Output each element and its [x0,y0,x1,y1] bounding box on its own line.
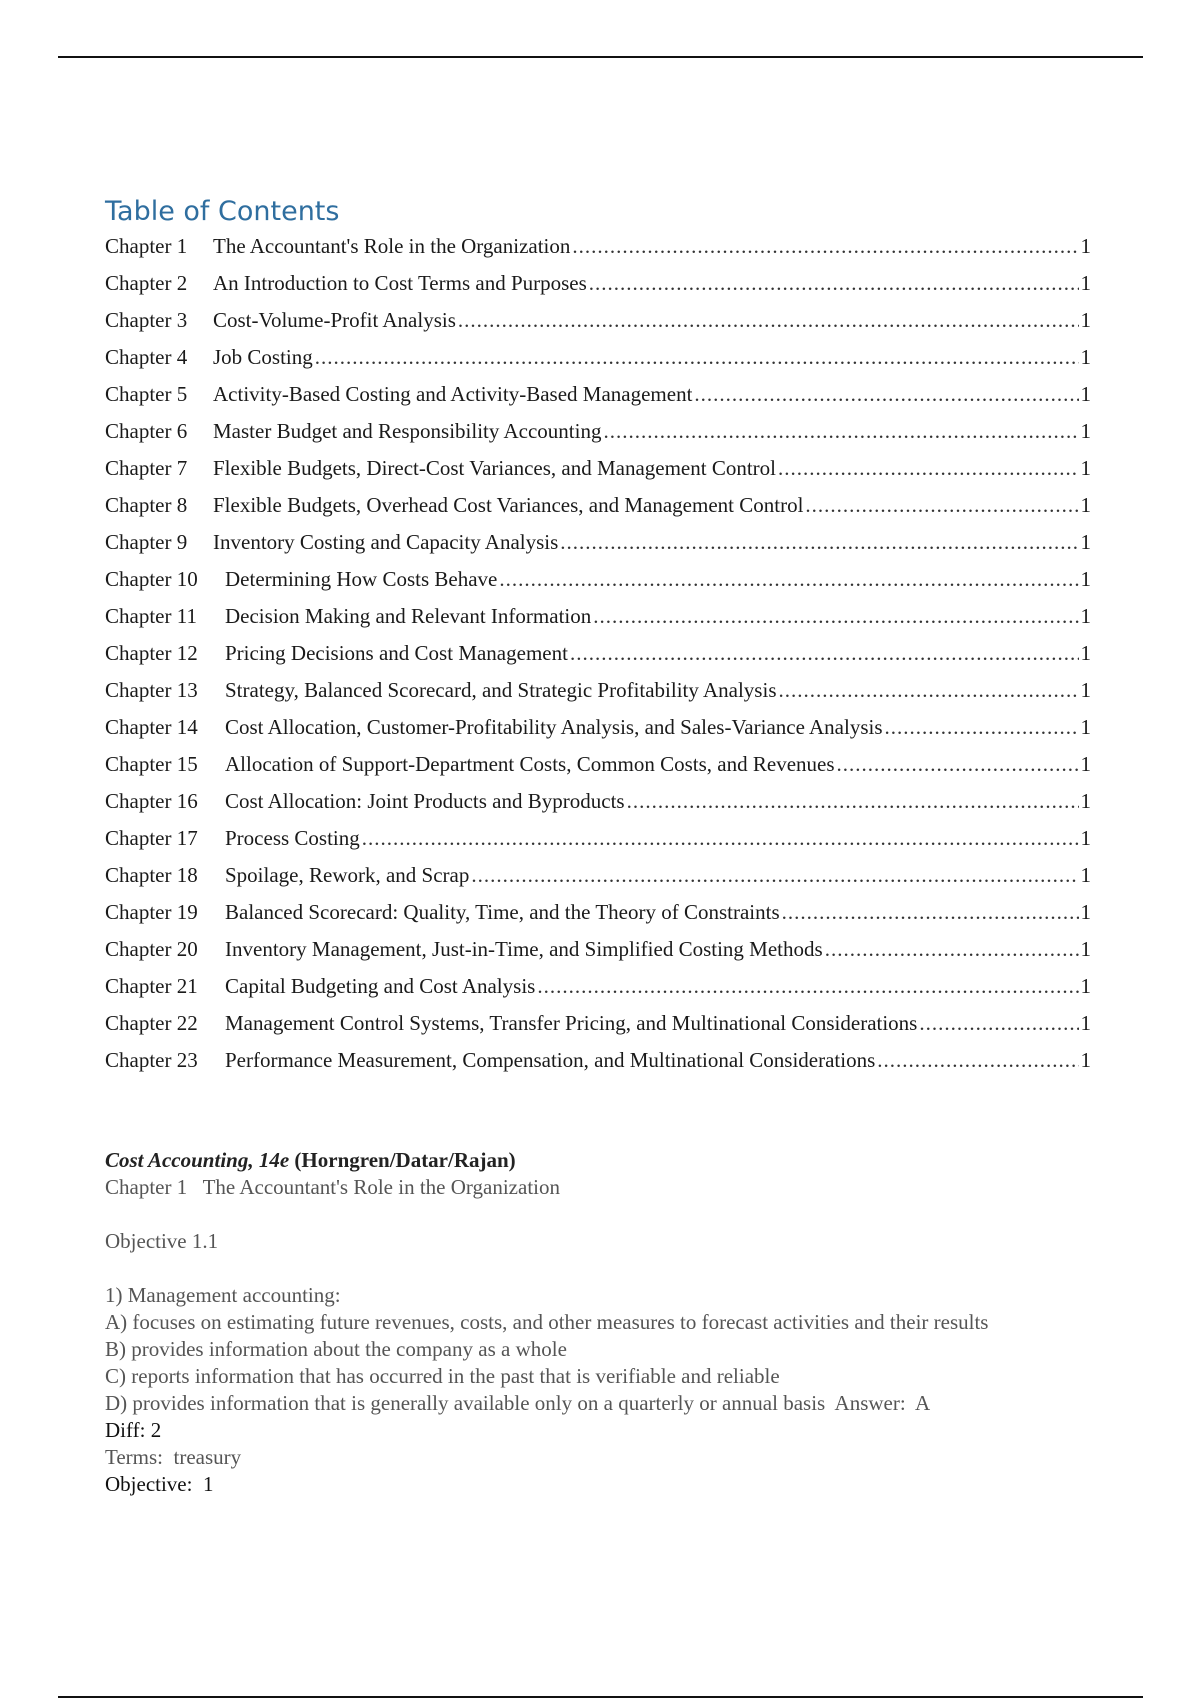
toc-chapter-number: Chapter 2 [105,271,188,295]
toc-page-number: 1 [1080,752,1091,776]
toc-entry[interactable] [105,678,1091,715]
toc-chapter-title: Performance Measurement, Compensation, and Multinational Considerations [225,1048,876,1072]
toc-chapter-number: Chapter 3 [105,308,188,332]
top-rule [58,56,1143,58]
toc-chapter-number: Chapter 12 [105,641,198,665]
toc-entry[interactable] [105,271,1091,308]
toc-entry[interactable] [105,715,1091,752]
toc-chapter-title: Decision Making and Relevant Information [225,604,592,628]
toc-page-number: 1 [1080,308,1091,332]
toc-entry[interactable] [105,1048,1091,1085]
toc-chapter-title: An Introduction to Cost Terms and Purposes [213,271,587,295]
toc-chapter-title: Spoilage, Rework, and Scrap [225,863,470,887]
toc-page-number: 1 [1080,1011,1091,1035]
toc-chapter-title: Inventory Costing and Capacity Analysis [213,530,559,554]
question-stem: 1) Management accounting: [105,1283,341,1307]
option-b: B) provides information about the company as a whole [105,1337,567,1361]
toc-leader-dots [537,974,1078,999]
toc-leader-dots [593,604,1078,629]
toc-chapter-number: Chapter 5 [105,382,188,406]
toc-entry[interactable] [105,863,1091,900]
book-title: Cost Accounting, 14e [105,1148,290,1172]
toc-leader-dots [779,678,1079,703]
toc-chapter-title: Process Costing [225,826,360,850]
toc-chapter-number: Chapter 18 [105,863,198,887]
toc-leader-dots [603,419,1078,444]
toc-leader-dots [694,382,1078,407]
toc-page-number: 1 [1080,1048,1091,1072]
toc-chapter-title: Balanced Scorecard: Quality, Time, and the Theory of Constraints [225,900,780,924]
difficulty: Diff: 2 [105,1418,162,1442]
toc-chapter-number: Chapter 19 [105,900,198,924]
toc-leader-dots [885,715,1079,740]
toc-leader-dots [877,1048,1078,1073]
toc-entry[interactable] [105,567,1091,604]
toc-page-number: 1 [1080,863,1091,887]
toc-leader-dots [458,308,1079,333]
toc-page-number: 1 [1080,678,1091,702]
option-d: D) provides information that is generally available only on a quarterly or annual basis Answer: A [105,1391,931,1415]
toc-page-number: 1 [1080,382,1091,406]
toc-entry[interactable] [105,382,1091,419]
toc-chapter-number: Chapter 15 [105,752,198,776]
toc-entry[interactable] [105,419,1091,456]
toc-chapter-title: Job Costing [213,345,313,369]
toc-chapter-number: Chapter 20 [105,937,198,961]
toc-chapter-title: Capital Budgeting and Cost Analysis [225,974,536,998]
objective-line: Objective: 1 [105,1472,214,1496]
option-c: C) reports information that has occurred in the past that is verifiable and reliable [105,1364,780,1388]
toc-entry[interactable] [105,752,1091,789]
toc-chapter-title: Pricing Decisions and Cost Management [225,641,568,665]
objective-heading: Objective 1.1 [105,1229,219,1253]
toc-chapter-number: Chapter 9 [105,530,188,554]
toc-entry[interactable] [105,530,1091,567]
toc-chapter-title: Flexible Budgets, Overhead Cost Variances, and Management Control [213,493,804,517]
toc-page-number: 1 [1080,604,1091,628]
toc-chapter-title: Management Control Systems, Transfer Pricing, and Multinational Considerations [225,1011,918,1035]
toc-entry[interactable] [105,641,1091,678]
toc-heading: Table of Contents [105,196,340,227]
toc-page-number: 1 [1080,826,1091,850]
toc-page-number: 1 [1080,493,1091,517]
toc-chapter-number: Chapter 4 [105,345,188,369]
toc-leader-dots [471,863,1078,888]
toc-leader-dots [315,345,1079,370]
toc-chapter-title: Determining How Costs Behave [225,567,498,591]
toc-leader-dots [499,567,1078,592]
toc-leader-dots [570,641,1079,666]
toc-chapter-number: Chapter 21 [105,974,198,998]
toc-page-number: 1 [1080,271,1091,295]
toc-entry[interactable] [105,974,1091,1011]
toc-chapter-title: The Accountant's Role in the Organization [213,234,571,258]
toc-leader-dots [837,752,1079,777]
toc-entry[interactable] [105,789,1091,826]
toc-entry[interactable] [105,826,1091,863]
toc-leader-dots [627,789,1079,814]
toc-chapter-number: Chapter 22 [105,1011,198,1035]
toc-page-number: 1 [1080,715,1091,739]
book-reference [105,1146,1105,1174]
toc-chapter-number: Chapter 8 [105,493,188,517]
toc-entry[interactable] [105,900,1091,937]
table-of-contents [105,234,1091,1085]
toc-leader-dots [805,493,1078,518]
toc-chapter-number: Chapter 6 [105,419,188,443]
toc-page-number: 1 [1080,641,1091,665]
toc-page-number: 1 [1080,974,1091,998]
bottom-rule [58,1696,1143,1698]
toc-chapter-title: Allocation of Support-Department Costs, Common Costs, and Revenues [225,752,835,776]
toc-entry[interactable] [105,493,1091,530]
toc-leader-dots [782,900,1079,925]
toc-chapter-number: Chapter 14 [105,715,198,739]
question-section [105,1146,1105,1498]
toc-chapter-title: Activity-Based Costing and Activity-Based Management [213,382,693,406]
toc-leader-dots [919,1011,1078,1036]
toc-page-number: 1 [1080,900,1091,924]
toc-chapter-title: Flexible Budgets, Direct-Cost Variances, and Management Control [213,456,776,480]
toc-page-number: 1 [1080,456,1091,480]
toc-page-number: 1 [1080,234,1091,258]
toc-page-number: 1 [1080,419,1091,443]
toc-entry[interactable] [105,937,1091,974]
toc-chapter-number: Chapter 13 [105,678,198,702]
toc-leader-dots [589,271,1079,296]
toc-chapter-title: Cost Allocation, Customer-Profitability Analysis, and Sales-Variance Analysis [225,715,883,739]
toc-chapter-number: Chapter 11 [105,604,197,628]
toc-page-number: 1 [1080,789,1091,813]
toc-chapter-number: Chapter 7 [105,456,188,480]
option-a: A) focuses on estimating future revenues, costs, and other measures to forecast activities and their results [105,1310,989,1334]
toc-leader-dots [825,937,1079,962]
toc-entry[interactable] [105,234,1091,271]
toc-page-number: 1 [1080,345,1091,369]
toc-entry[interactable] [105,456,1091,493]
toc-leader-dots [362,826,1079,851]
toc-entry[interactable] [105,604,1091,641]
toc-chapter-title: Cost Allocation: Joint Products and Byproducts [225,789,625,813]
toc-chapter-number: Chapter 23 [105,1048,198,1072]
toc-page-number: 1 [1080,567,1091,591]
toc-chapter-title: Inventory Management, Just-in-Time, and Simplified Costing Methods [225,937,823,961]
toc-chapter-number: Chapter 17 [105,826,198,850]
terms: Terms: treasury [105,1445,242,1469]
toc-chapter-title: Master Budget and Responsibility Accounting [213,419,602,443]
toc-chapter-number: Chapter 10 [105,567,198,591]
toc-leader-dots [572,234,1078,259]
book-authors: (Horngren/Datar/Rajan) [294,1148,516,1172]
toc-page-number: 1 [1080,937,1091,961]
toc-chapter-number: Chapter 16 [105,789,198,813]
toc-leader-dots [560,530,1078,555]
toc-chapter-title: Cost-Volume-Profit Analysis [213,308,456,332]
toc-entry[interactable] [105,345,1091,382]
toc-chapter-title: Strategy, Balanced Scorecard, and Strategic Profitability Analysis [225,678,777,702]
toc-entry[interactable] [105,308,1091,345]
toc-leader-dots [778,456,1079,481]
chapter-line: Chapter 1 The Accountant's Role in the Organization [105,1175,560,1199]
toc-entry[interactable] [105,1011,1091,1048]
toc-page-number: 1 [1080,530,1091,554]
toc-chapter-number: Chapter 1 [105,234,188,258]
